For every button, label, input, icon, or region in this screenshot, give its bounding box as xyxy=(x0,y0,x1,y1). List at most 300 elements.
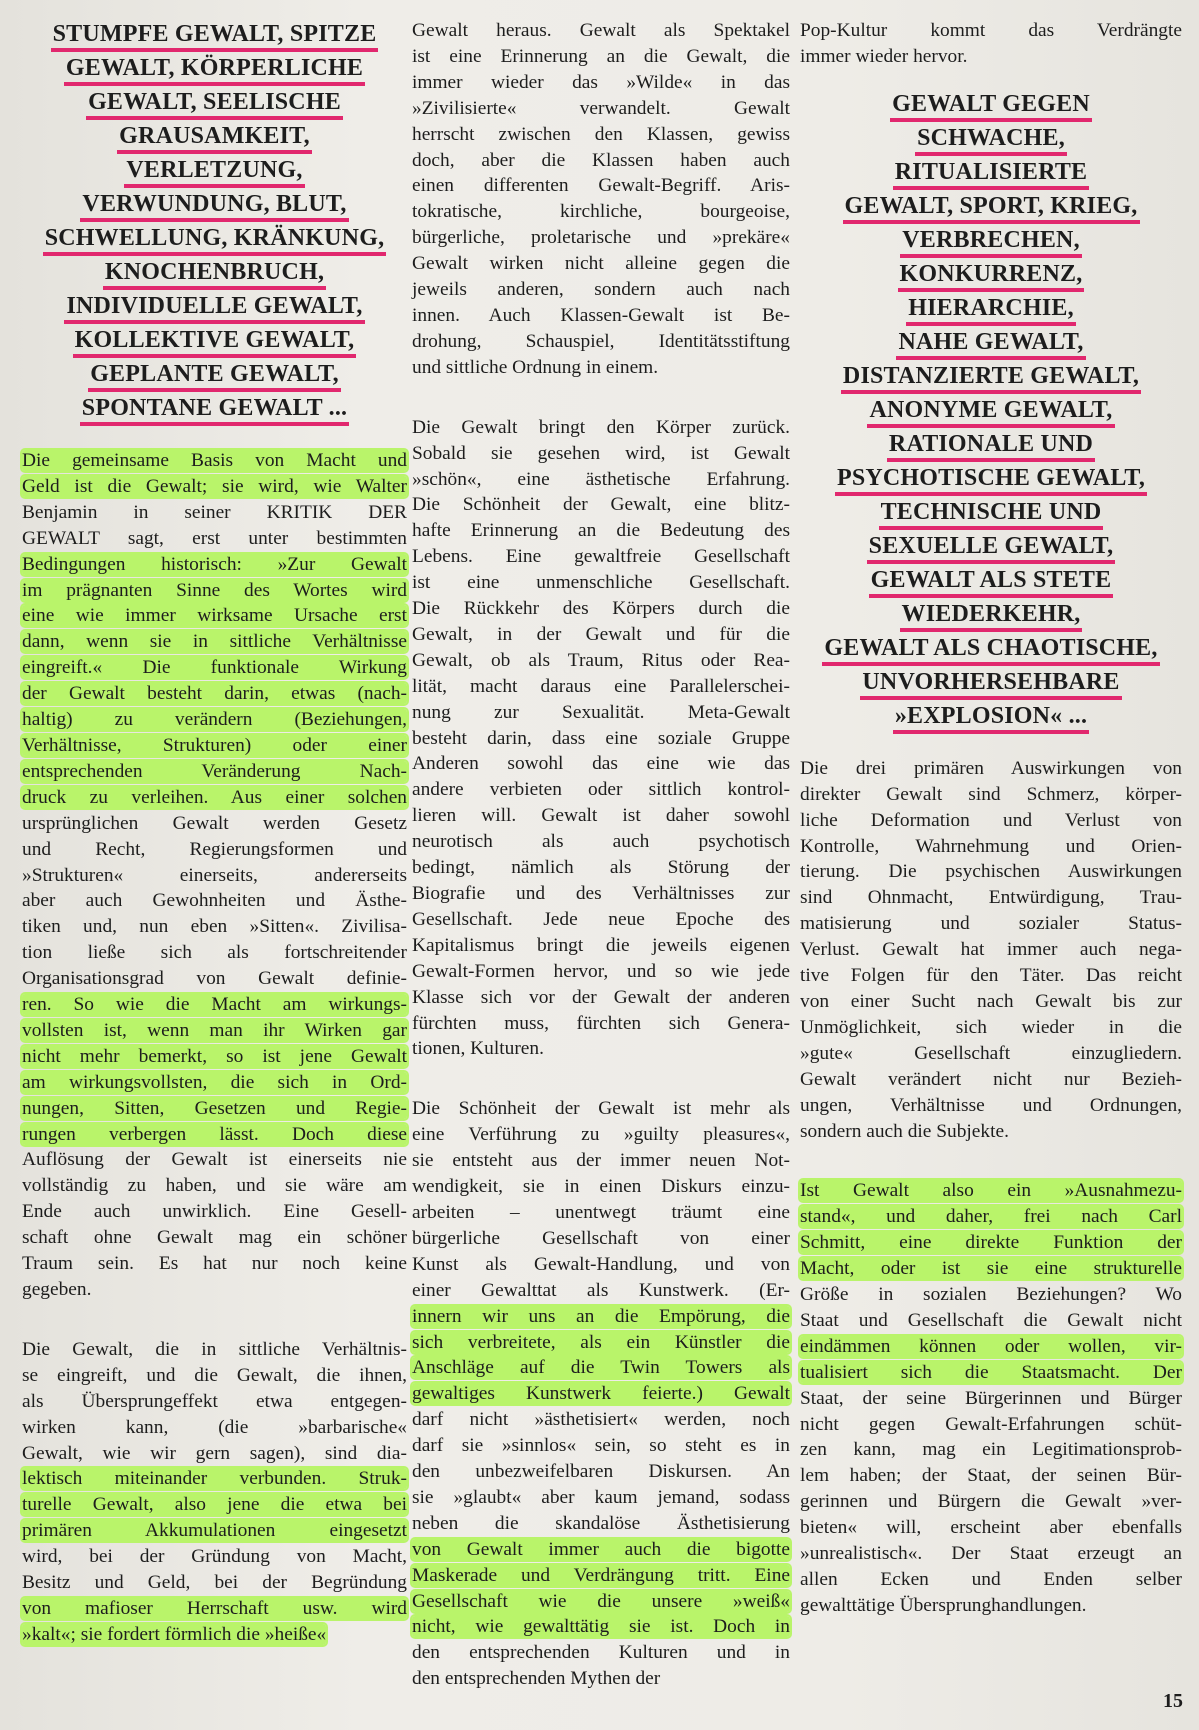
text-line xyxy=(412,881,790,907)
text-line xyxy=(412,518,790,544)
text-line xyxy=(22,629,407,655)
headline-line xyxy=(800,258,1182,292)
text: doch, aber die Klassen haben auch xyxy=(412,149,790,171)
highlighted-text: der Gewalt besteht darin, etwas (nach- xyxy=(22,683,407,705)
text-line xyxy=(412,251,790,277)
text-line xyxy=(22,1018,407,1044)
text: herrscht zwischen den Klassen, gewiss xyxy=(412,123,790,145)
text: »Zivilisierte« verwandelt. Gewalt xyxy=(412,97,790,119)
text-line xyxy=(412,441,790,467)
text: direkter Gewalt sind Schmerz, körper- xyxy=(800,783,1182,805)
text-line xyxy=(412,1096,790,1122)
text-line xyxy=(412,959,790,985)
text-line xyxy=(412,622,790,648)
text: jeweils anderen, sondern auch nach xyxy=(412,279,790,301)
text: Staat und Gesellschaft die Gewalt nicht xyxy=(800,1309,1182,1331)
text: und Recht, Regierungsformen und xyxy=(22,838,407,860)
highlighted-text: nungen, Sitten, Gesetzen und Regie- xyxy=(22,1097,407,1119)
highlighted-text: Anschläge auf die Twin Towers als xyxy=(412,1357,790,1379)
headline-line xyxy=(800,292,1182,326)
text-line xyxy=(412,44,790,70)
text-line xyxy=(412,355,790,381)
text: »unrealistisch«. Der Staat erzeugt an xyxy=(800,1543,1182,1565)
text-line xyxy=(22,448,407,474)
headline-line xyxy=(800,632,1182,666)
headline-line xyxy=(22,324,407,358)
text-line xyxy=(22,1596,407,1622)
headline-text: ANONYME GEWALT, xyxy=(867,397,1114,428)
text: als Übersprungeffekt etwa entgegen- xyxy=(22,1390,407,1412)
text: bedingt, nämlich als Störung der xyxy=(412,857,790,879)
text: Die Schönheit der Gewalt ist mehr als xyxy=(412,1098,790,1120)
headline-list-right xyxy=(800,88,1182,734)
highlighted-text: haltig) zu verändern (Beziehungen, xyxy=(22,709,407,731)
text-line xyxy=(22,966,407,992)
text-line xyxy=(412,1122,790,1148)
text: »Strukturen« einerseits, andererseits xyxy=(22,864,407,886)
text-line xyxy=(412,777,790,803)
text-line xyxy=(800,1067,1182,1093)
text-line xyxy=(22,1044,407,1070)
highlighted-text: »kalt«; sie fordert förmlich die »heiße« xyxy=(22,1623,327,1645)
text-line xyxy=(800,1119,1182,1145)
headline-text: SCHWELLUNG, KRÄNKUNG, xyxy=(43,225,387,256)
text: den entsprechenden Mythen der xyxy=(412,1668,661,1690)
text-line xyxy=(412,1537,790,1563)
text: bürgerliche, proletarische und »prekäre« xyxy=(412,227,790,249)
text: von einer Sucht nach Gewalt bis zur xyxy=(800,990,1182,1012)
page-number: 15 xyxy=(1163,1690,1183,1712)
text-line xyxy=(22,1389,407,1415)
text: Biografie und des Verhältnisses zur xyxy=(412,883,790,904)
highlighted-text: innern wir uns an die Empörung, die xyxy=(412,1305,790,1327)
headline-line xyxy=(800,564,1182,598)
text: schaft ohne Gewalt mag ein schöner xyxy=(22,1227,407,1249)
headline-text: SEXUELLE GEWALT, xyxy=(867,533,1116,564)
text: Besitz und Geld, bei der Begründung xyxy=(22,1572,407,1594)
text: darf nicht »ästhetisiert« werden, noch xyxy=(412,1409,790,1431)
column-left xyxy=(22,18,407,1648)
text-line xyxy=(22,1544,407,1570)
text-line xyxy=(412,1355,790,1381)
headline-line xyxy=(22,392,407,426)
text-line xyxy=(22,526,407,552)
text: matisierung und sozialer Status- xyxy=(800,913,1182,935)
text-line xyxy=(800,834,1182,860)
text-line xyxy=(800,1256,1182,1282)
highlighted-text: nicht mehr bemerkt, so ist jene Gewalt xyxy=(22,1045,407,1067)
text-line xyxy=(412,1304,790,1330)
text-line xyxy=(412,1148,790,1174)
text-line xyxy=(412,648,790,674)
text-line xyxy=(412,700,790,726)
text: nicht gegen Gewalt-Erfahrungen schüt- xyxy=(800,1413,1182,1435)
headline-text: TECHNISCHE UND xyxy=(879,499,1104,530)
text: vollständig zu haben, und sie wäre am xyxy=(22,1175,407,1197)
headline-line xyxy=(22,256,407,290)
highlighted-text: eindämmen können oder wollen, vir- xyxy=(800,1335,1182,1357)
highlighted-text: lektisch miteinander verbunden. Struk- xyxy=(22,1468,407,1490)
text-line xyxy=(800,1412,1182,1438)
highlighted-text: Bedingungen historisch: »Zur Gewalt xyxy=(22,553,407,575)
headline-line xyxy=(22,52,407,86)
text-line xyxy=(22,837,407,863)
highlighted-text: eingreift.« Die funktionale Wirkung xyxy=(22,657,407,679)
highlighted-text: Maskerade und Verdrängung tritt. Eine xyxy=(412,1564,790,1586)
text-line xyxy=(412,1485,790,1511)
text: »gute« Gesellschaft einzugliedern. xyxy=(800,1042,1182,1064)
text-line xyxy=(22,1441,407,1467)
headline-line xyxy=(800,88,1182,122)
text: Kunst als Gewalt-Handlung, und von xyxy=(412,1253,790,1275)
text-line xyxy=(22,1070,407,1096)
headline-line xyxy=(800,598,1182,632)
column-right xyxy=(800,18,1182,1619)
text: Gewalt-Formen hervor, und so wie jede xyxy=(412,960,790,982)
text-line xyxy=(22,1518,407,1544)
text: Gewalt heraus. Gewalt als Spektakel xyxy=(412,20,790,41)
text: tiken und, nun eben »Sitten«. Zivilisa- xyxy=(22,916,407,938)
text: Kontrolle, Wahrnehmung und Orien- xyxy=(800,835,1182,857)
headline-text: KNOCHENBRUCH, xyxy=(103,259,326,290)
text: Sobald sie gesehen wird, ist Gewalt xyxy=(412,442,790,464)
text: Ende auch unwirklich. Eine Gesell- xyxy=(22,1201,407,1223)
text: den unbezweifelbaren Diskursen. An xyxy=(412,1461,790,1483)
headline-line xyxy=(22,18,407,52)
headline-line xyxy=(22,120,407,154)
text-line xyxy=(800,911,1182,937)
headline-text: GEWALT, KÖRPERLICHE xyxy=(64,55,365,86)
headline-text: GRAUSAMKEIT, xyxy=(117,123,312,154)
text-line xyxy=(800,1567,1182,1593)
highlighted-text: Schmitt, eine direkte Funktion der xyxy=(800,1232,1182,1254)
highlighted-text: Die gemeinsame Basis von Macht und xyxy=(22,450,407,471)
headline-text: GEPLANTE GEWALT, xyxy=(88,361,341,392)
text-line xyxy=(800,1593,1182,1619)
text: ursprünglichen Gewalt werden Gesetz xyxy=(22,812,407,834)
text-line xyxy=(412,277,790,303)
text: lieren will. Gewalt ist daher sowohl xyxy=(412,805,790,827)
text-line xyxy=(412,1407,790,1433)
text: Gewalt, wie wir gern sagen), sind dia- xyxy=(22,1442,407,1464)
headline-line xyxy=(22,290,407,324)
text-line xyxy=(22,1337,407,1363)
text: aber auch Gewohnheiten und Ästhe- xyxy=(22,890,407,912)
headline-text: PSYCHOTISCHE GEWALT, xyxy=(835,465,1147,496)
text-line xyxy=(22,1415,407,1441)
text-line xyxy=(22,1199,407,1225)
text-line xyxy=(22,759,407,785)
text: und sittliche Ordnung in einem. xyxy=(412,356,659,378)
text-line xyxy=(412,544,790,570)
text: lität, macht daraus eine Parallelerschei- xyxy=(412,675,790,697)
text-line xyxy=(22,1173,407,1199)
headline-text: WIEDERKEHR, xyxy=(900,601,1083,632)
highlighted-text: tualisiert sich die Staatsmacht. Der xyxy=(800,1361,1182,1383)
headline-text: GEWALT, SPORT, KRIEG, xyxy=(843,193,1140,224)
headline-text: GEWALT GEGEN xyxy=(890,91,1092,122)
text-line xyxy=(412,467,790,493)
text-line xyxy=(22,1277,407,1303)
highlighted-text: von mafioser Herrschaft usw. wird xyxy=(22,1597,407,1619)
text-line xyxy=(800,1041,1182,1067)
text-line xyxy=(22,863,407,889)
text: Benjamin in seiner KRITIK DER xyxy=(22,501,407,523)
text-line xyxy=(22,1363,407,1389)
text: sie entsteht aus der immer neuen Not- xyxy=(412,1150,790,1172)
text-line xyxy=(22,552,407,578)
text-line xyxy=(412,829,790,855)
highlighted-text: gewaltiges Kunstwerk feierte.) Gewalt xyxy=(412,1383,790,1405)
text: einer Gewalttat als Kunstwerk. (Er- xyxy=(412,1279,790,1301)
highlighted-text: von Gewalt immer auch die bigotte xyxy=(412,1538,790,1560)
headline-text: SCHWACHE, xyxy=(915,125,1067,156)
text-line xyxy=(22,1251,407,1277)
text-line xyxy=(22,1622,407,1648)
text-line xyxy=(800,1489,1182,1515)
text-line xyxy=(800,756,1182,782)
text-line xyxy=(412,1511,790,1537)
text-line xyxy=(22,578,407,604)
text: liche Deformation und Verlust von xyxy=(800,809,1182,831)
headline-line xyxy=(800,394,1182,428)
headline-line xyxy=(800,156,1182,190)
text-line xyxy=(22,603,407,629)
text: gegeben. xyxy=(22,1279,92,1300)
highlighted-text: Gesellschaft wie die unsere »weiß« xyxy=(412,1590,790,1612)
paragraph-koerper-zurueck xyxy=(412,415,790,1063)
highlighted-text: turelle Gewalt, also jene die etwa bei xyxy=(22,1494,407,1516)
headline-line xyxy=(800,666,1182,700)
text: bürgerliche Gesellschaft von einer xyxy=(412,1227,790,1249)
text-line xyxy=(412,1200,790,1226)
text-line xyxy=(412,1036,790,1062)
text: Gesellschaft. Jede neue Epoche des xyxy=(412,908,790,930)
text-line xyxy=(22,1096,407,1122)
text-line xyxy=(22,474,407,500)
highlighted-text: ren. So wie die Macht am wirkungs- xyxy=(22,994,407,1016)
text: tion ließe sich als fortschreitender xyxy=(22,942,407,964)
headline-text: NAHE GEWALT, xyxy=(896,329,1085,360)
headline-line xyxy=(22,358,407,392)
text: Gewalt wirken nicht alleine gegen die xyxy=(412,253,790,275)
text: besteht darin, dass eine soziale Gruppe xyxy=(412,727,790,749)
text: Kapitalismus bringt die jeweils eigenen xyxy=(412,934,790,956)
text-line xyxy=(22,992,407,1018)
headline-text: DISTANZIERTE GEWALT, xyxy=(841,363,1141,394)
paragraph-schoenheit-gewalt xyxy=(412,1096,790,1692)
text-line xyxy=(412,985,790,1011)
text-line xyxy=(22,1570,407,1596)
paragraph-auswirkungen xyxy=(800,756,1182,1145)
text-line xyxy=(412,1666,790,1692)
text-line xyxy=(412,596,790,622)
text: Unmöglichkeit, sich wieder in die xyxy=(800,1016,1182,1038)
text-line xyxy=(800,1178,1182,1204)
text: Gewalt, ob als Traum, Ritus oder Rea- xyxy=(412,649,790,671)
text: Anderen sowohl das eine wie das xyxy=(412,753,790,775)
headline-line xyxy=(800,122,1182,156)
highlighted-text: entsprechenden Veränderung Nach- xyxy=(22,760,407,782)
text: gerinnen und Bürgern die Gewalt »ver- xyxy=(800,1491,1182,1513)
text-line xyxy=(412,303,790,329)
text-line xyxy=(412,173,790,199)
text: fürchten muss, fürchten sich Genera- xyxy=(412,1012,790,1034)
text-line xyxy=(412,18,790,44)
headline-text: VERLETZUNG, xyxy=(124,157,304,188)
headline-text: VERBRECHEN, xyxy=(900,227,1082,258)
text: Klasse sich vor der Gewalt der anderen xyxy=(412,986,790,1008)
text-line xyxy=(412,1563,790,1589)
text: bieten« will, erscheint aber ebenfalls xyxy=(800,1517,1182,1539)
text-line xyxy=(412,225,790,251)
text: arbeiten – unentwegt träumt eine xyxy=(412,1201,790,1223)
text: Die drei primären Auswirkungen von xyxy=(800,757,1182,779)
paragraph-pop-kultur xyxy=(800,18,1182,70)
text: innen. Auch Klassen-Gewalt ist Be- xyxy=(412,304,790,326)
text: darf sie »sinnlos« sein, so steht es in xyxy=(412,1435,790,1457)
headline-line xyxy=(800,326,1182,360)
text: »schön«, eine ästhetische Erfahrung. xyxy=(412,468,790,490)
text: lem haben; der Staat, der seinen Bür- xyxy=(800,1465,1182,1487)
text: neurotisch als auch psychotisch xyxy=(412,831,790,853)
headline-text: »EXPLOSION« ... xyxy=(893,703,1089,734)
text: Gewalt, in der Gewalt und für die xyxy=(412,623,790,645)
text-line xyxy=(412,70,790,96)
text-line xyxy=(800,963,1182,989)
headline-line xyxy=(800,428,1182,462)
text-line xyxy=(412,1011,790,1037)
text-line xyxy=(22,888,407,914)
highlighted-text: primären Akkumulationen eingesetzt xyxy=(22,1520,407,1542)
text: Gewalt verändert nicht nur Bezieh- xyxy=(800,1068,1182,1090)
paragraph-ausnahmezustand xyxy=(800,1178,1182,1618)
headline-line xyxy=(800,700,1182,734)
paragraph-sittliche-verhaeltnisse xyxy=(22,1337,407,1648)
text-line xyxy=(412,1174,790,1200)
text-line xyxy=(412,96,790,122)
text-line xyxy=(22,914,407,940)
text-line xyxy=(412,1381,790,1407)
text: hafte Erinnerung an die Bedeutung des xyxy=(412,520,790,542)
text: immer wieder das »Wilde« in das xyxy=(412,71,790,93)
text-line xyxy=(800,1015,1182,1041)
text-line xyxy=(22,1147,407,1173)
headline-text: KOLLEKTIVE GEWALT, xyxy=(73,327,357,358)
text-line xyxy=(412,933,790,959)
highlighted-text: vollsten ist, wenn man ihr Wirken gar xyxy=(22,1019,407,1041)
text: Verlust. Gewalt hat immer auch nega- xyxy=(800,939,1182,961)
headline-text: RATIONALE UND xyxy=(887,431,1095,462)
text-line xyxy=(22,655,407,681)
text-line xyxy=(800,989,1182,1015)
highlighted-text: dann, wenn sie in sittliche Verhältnisse xyxy=(22,631,407,653)
text-line xyxy=(800,1386,1182,1412)
text: Die Gewalt, die in sittliche Verhältnis- xyxy=(22,1338,407,1360)
text-line xyxy=(412,751,790,777)
text: Die Schönheit der Gewalt, eine blitz- xyxy=(412,494,790,516)
headline-text: KONKURRENZ, xyxy=(898,261,1085,292)
text-line xyxy=(412,1640,790,1666)
text-line xyxy=(22,1122,407,1148)
headline-text: HIERARCHIE, xyxy=(906,295,1076,326)
text: wirken kann, (die »barbarische« xyxy=(22,1416,407,1438)
headline-line xyxy=(22,154,407,188)
highlighted-text: am wirkungsvollsten, die sich in Ord- xyxy=(22,1071,407,1093)
text: GEWALT sagt, erst unter bestimmten xyxy=(22,527,407,549)
text-line xyxy=(800,885,1182,911)
text: wird, bei der Gründung von Macht, xyxy=(22,1546,407,1568)
text: Die Rückkehr des Körpers durch die xyxy=(412,598,790,620)
text-line xyxy=(412,1330,790,1356)
text-line xyxy=(412,855,790,881)
text-line xyxy=(412,1614,790,1640)
text: ist eine unmenschliche Gesellschaft. xyxy=(412,572,790,594)
text: tive Folgen für den Täter. Das reicht xyxy=(800,965,1182,987)
text-line xyxy=(800,1541,1182,1567)
text-line xyxy=(800,44,1182,70)
text-line xyxy=(800,1437,1182,1463)
text: neben die skandalöse Ästhetisierung xyxy=(412,1512,790,1534)
text-line xyxy=(22,733,407,759)
text-line xyxy=(412,1589,790,1615)
text: sind Ohnmacht, Entwürdigung, Trau- xyxy=(800,887,1182,909)
text: sie »glaubt« aber kaum jemand, sodass xyxy=(412,1486,790,1508)
headline-line xyxy=(800,190,1182,224)
text-line xyxy=(412,907,790,933)
text: wendigkeit, sie in einen Diskurs einzu- xyxy=(412,1176,790,1198)
text-line xyxy=(22,811,407,837)
text: Pop-Kultur kommt das Verdrängte xyxy=(800,20,1182,41)
text: Auflösung der Gewalt ist einerseits nie xyxy=(22,1149,407,1171)
text-line xyxy=(22,940,407,966)
text: ungen, Verhältnisse und Ordnungen, xyxy=(800,1094,1182,1116)
headline-text: INDIVIDUELLE GEWALT, xyxy=(64,293,364,324)
text-line xyxy=(22,1492,407,1518)
text-line xyxy=(800,1360,1182,1386)
text: allen Ecken und Enden selber xyxy=(800,1569,1182,1590)
headline-line xyxy=(800,496,1182,530)
headline-line xyxy=(800,224,1182,258)
text: einen differenten Gewalt-Begriff. Aris- xyxy=(412,175,790,197)
highlighted-text: rungen verbergen lässt. Doch diese xyxy=(22,1123,407,1145)
headline-line xyxy=(22,188,407,222)
text-line xyxy=(22,500,407,526)
highlighted-text: eine wie immer wirksame Ursache erst xyxy=(22,605,407,627)
text-line xyxy=(800,1515,1182,1541)
text: Die Gewalt bringt den Körper zurück. xyxy=(412,416,790,438)
text-line xyxy=(22,1466,407,1492)
headline-text: GEWALT ALS CHAOTISCHE, xyxy=(822,635,1159,666)
text: tokratische, kirchliche, bourgeoise, xyxy=(412,201,790,223)
text-line xyxy=(412,122,790,148)
highlighted-text: stand«, und daher, frei nach Carl xyxy=(800,1206,1182,1228)
headline-text: GEWALT ALS STETE xyxy=(869,567,1114,598)
highlighted-text: druck zu verleihen. Aus einer solchen xyxy=(22,786,407,808)
text-line xyxy=(412,415,790,441)
headline-line xyxy=(800,462,1182,496)
text: nung zur Sexualität. Meta-Gewalt xyxy=(412,701,790,723)
text-line xyxy=(412,1278,790,1304)
text-line xyxy=(412,674,790,700)
column-middle xyxy=(412,18,790,1692)
text-line xyxy=(800,1463,1182,1489)
headline-text: GEWALT, SEELISCHE xyxy=(86,89,343,120)
headline-line xyxy=(22,86,407,120)
highlighted-text: Ist Gewalt also ein »Ausnahmezu- xyxy=(800,1180,1182,1202)
text: Größe in sozialen Beziehungen? Wo xyxy=(800,1284,1182,1306)
text: Organisationsgrad von Gewalt definie- xyxy=(22,968,407,990)
